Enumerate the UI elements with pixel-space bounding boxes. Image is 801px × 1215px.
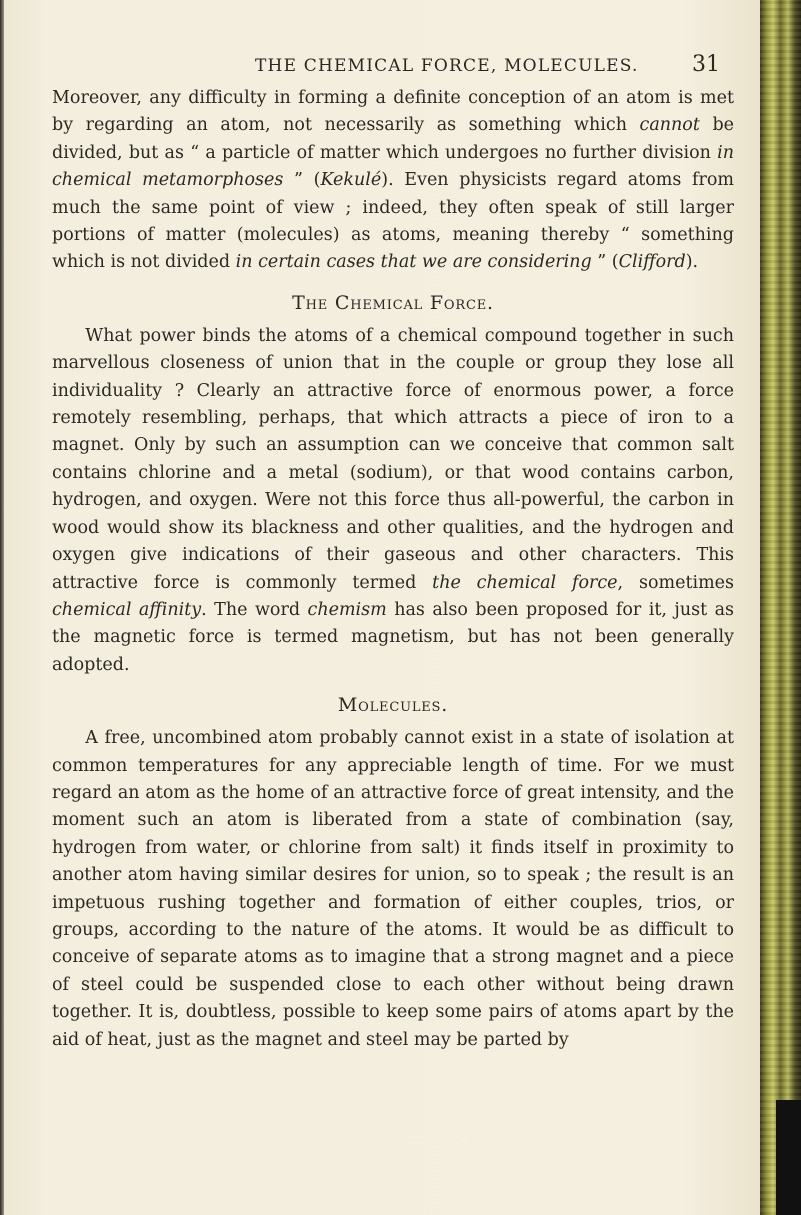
book-binding-edge: [760, 0, 801, 1215]
page-body: [52, 85, 734, 1054]
page-number: 31: [692, 52, 720, 77]
chemical-force-paragraph: What power binds the atoms of a chemical compound together in such marvellous closeness of union that in the couple or group they lose all individuality ? Clearly an attractive force of enormous power, a force remotely resembling, perhaps, that which attracts a piece of iron to a magnet. Only by such an assumption can we conceive that common salt contains chlorine and a metal (sodium), or that wood contains carbon, hydrogen, and oxygen. Were not this force thus all-powerful, the carbon in wood would show its blackness and other qualities, and the hydrogen and oxygen give indications of their gaseous and other characters. This attractive force is commonly termed the chemical force, sometimes chemical affinity. The word chemism has also been proposed for it, just as the magnetic force is termed magnetism, but has not been generally adopted.: [52, 325, 735, 675]
binding-shadow: [776, 1100, 801, 1215]
running-head: THE CHEMICAL FORCE, MOLECULES.: [255, 56, 639, 76]
page-header: [70, 52, 720, 84]
molecules-paragraph: A free, uncombined atom probably cannot exist in a state of isolation at common temperatures for any appreciable length of time. For we must regard an atom as the home of an attractive force of great intensity, and the moment such an atom is liberated from a state of combination (say, hydrogen from water, or chlorine from salt) it finds itself in proximity to another atom having similar desires for union, so to speak ; the result is an impetuous rushing together and formation of either couples, trios, or groups, according to the nature of the atoms. It would be as difficult to conceive of separate atoms as to imagine that a strong magnet and a piece of steel could be suspended close to each other without being drawn together. It is, doubtless, possible to keep some pairs of atoms apart by the aid of heat, just as the magnet and steel may be parted by: [52, 728, 734, 1050]
section-heading-molecules: Molecules.: [337, 694, 449, 717]
section-heading-chemical-force: The Chemical Force.: [292, 291, 494, 314]
page-edge-shadow: [0, 0, 4, 1215]
intro-paragraph: Moreover, any difficulty in forming a definite conception of an atom is met by regarding an atom, not necessarily as something which cannot be divided, but as “ a particle of matter which undergoes no further division in chemical metamorphoses ” (Kekulé). Even physicists regard atoms from much the same point of view ; indeed, they often speak of still larger portions of matter (molecules) as atoms, meaning thereby “ something which is not divided in certain cases that we are considering ” (Clifford).: [52, 88, 735, 273]
